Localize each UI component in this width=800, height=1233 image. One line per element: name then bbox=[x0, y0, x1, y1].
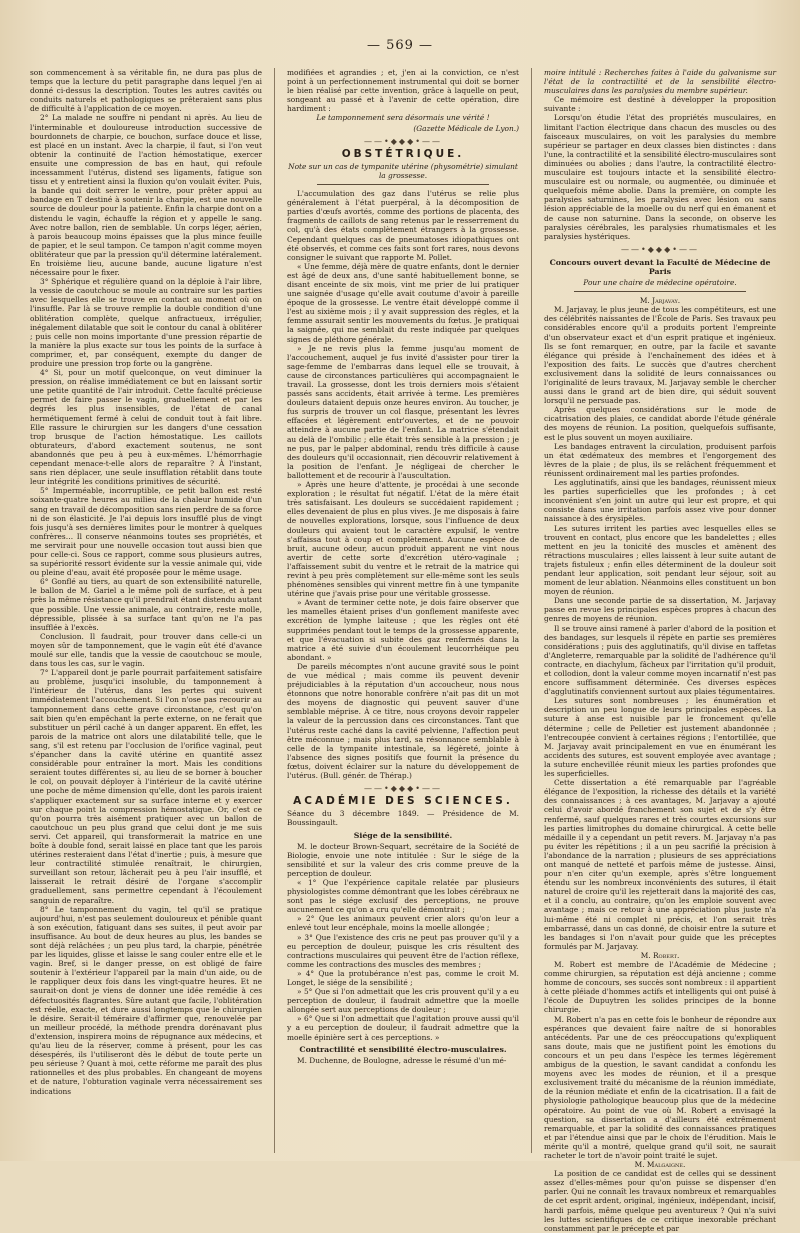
concours-paragraph: Dans une seconde partie de sa dissertation, M. Jarjavay passe en revue les principales espèces propres à chacun des genres de moyens de réunion. bbox=[544, 596, 776, 624]
obstetrique-paragraph: L'accumulation des gaz dans l'utérus se relie plus généralement à l'état puerpéral, à la décomposition de parties d'œufs avortés, comme des portions de placenta, des fragments de caillots de sang retenus par le resserrement du col, qu'à des états complètement étrangers à la grossesse. Cependant quelques cas de pneumatoses idiopathiques ont été observés, et comme ces faits sont fort rares, nous devons consigner le suivant que rapporte M. Pollet. bbox=[287, 189, 519, 262]
divider-rule bbox=[574, 291, 746, 292]
section-title-obstetrique: OBSTÉTRIQUE. bbox=[341, 147, 465, 160]
col1-paragraph: 2° La malade ne souffre ni pendant ni après. Au lieu de l'interminable et douloureuse introduction successive de bourdonnets de charpie, ce bouchon, surface douce et lisse, est placé en un instant. Avec la charpie, il faut, si l'on veut obtenir la continuité de l'action hémostatique, exercer ensuite une compression de bas en haut, qui refoule incessamment l'utérus, distend ses ligaments, fatigue son tissu et y entretient ainsi la fluxion qu'on voulait éviter. Puis, la bande qui doit serrer le ventre, pour prêter appui au bandage en T destiné à soutenir la charpie, est une nouvelle source de douleur pour la patiente. Enfin la charpie dont on a distendu le vagin, échauffe la région et y appelle le sang. Avec notre ballon, rien de semblable. Un corps léger, aérien, à parois beaucoup moins épaisses que la plus mince feuille de papier, et le seul tampon. Ce tampon n'agit comme moyen oblitérateur que par la pression qu'il détermine latéralement. En troisième lieu, aucune bande, aucune ligature n'est nécessaire pour le fixer. bbox=[30, 113, 262, 278]
divider-rule bbox=[317, 184, 489, 185]
col1-paragraph: 4° Si, pour un motif quelconque, on veut diminuer la pression, on réalise immédiatement ce but en laissant sortir une petite quantité de l'air introduit. Cette faculté précieuse permet de faire passer le vagin, graduellement et par les degrés les plus insensibles, de l'état de canal hermétiquement fermé à celui de conduit tout à fait libre. Elle rassure le chirurgien sur les dangers d'une cessation trop brusque de l'action hémostatique. Les caillots obturateurs, d'abord exactement soutenus, ne sont abandonnés que peu à peu à eux-mêmes. L'hémorrhagie cependant menace-t-elle alors de reparaître ? À l'instant, sans rien déplacer, une seule insufflation rétablit dans toute leur intégrité les conditions primitives de sécurité. bbox=[30, 368, 262, 487]
col1-paragraph: 6° Gonflé au tiers, au quart de son extensibilité naturelle, le ballon de M. Gariel a le même poli de surface, et à peu près la même résistance qu'il prendrait étant distendu autant que possible. Une vessie animale, au contraire, reste molle, dépressible, plissée à sa surface tant qu'on ne l'a pas insufflée à l'excès. bbox=[30, 577, 262, 632]
column-divider bbox=[274, 68, 275, 1153]
column-2 bbox=[287, 68, 519, 1153]
concours-paragraph: Les agglutinatifs, ainsi que les bandages, réunissent mieux les parties superficielles que les profondes ; à cet inconvénient s'en joint un autre qui leur est propre, et qui consiste dans une irritation parfois assez vive pour donner naissance à des érysipèles. bbox=[544, 478, 776, 524]
ornament-separator: ——•◆◆◆•—— bbox=[364, 136, 442, 146]
section-subtitle: Note sur un cas de tympanite utérine (physométrie) simulant la grossesse. bbox=[288, 161, 518, 180]
concours-paragraph: M. Robert est membre de l'Académie de Médecine ; comme chirurgien, sa réputation est déjà ancienne ; comme homme de concours, ses succès sont nombreux : il appartient à cette pléiade d'hommes actifs et intelligents qui ont puisé à l'école de Dupuytren les solides principes de la bonne chirurgie. bbox=[544, 960, 776, 1015]
academie-paragraph: M. Duchenne, de Boulogne, adresse le résumé d'un mé- bbox=[297, 1055, 507, 1065]
col1-paragraph: 8° Le tamponnement du vagin, tel qu'il se pratique aujourd'hui, n'est pas seulement douloureux et pénible quant à son exécution, fatiguant dans ses suites, il peut avoir par insuffisance. Au bout de deux heures au plus, les bandes se sont déjà relâchées ; un peu plus tard, la charpie, pénétrée par les liquides, glisse et laisse le sang couler entre elle et le vagin. Bref, si le danger presse, on est obligé de faire soutenir à l'extérieur l'appareil par la main d'un aide, ou de le rappliquer deux fois dans les vingt-quatre heures. Et ne saurait-on dont je viens de donner une idée remédie à ces défectuosités flagrantes. Sûre autant que facile, l'oblitération est réelle, exacte, et dure aussi longtemps que le chirurgien le désire. Serait-il téméraire d'affirmer que, renouvelée par un meilleur procédé, la méthode prendra dorénavant plus d'extension, inspirera moins de répugnance aux médecins, et qu'au lieu de la réserver, comme à présent, pour les cas désespérés, ils l'utiliseront dès le début de toute perte un peu sérieuse ? Quant à moi, cette réforme me paraît des plus rationnelles et des plus probables. En changeant de moyens et de nature, l'obturation vaginale verra nécessairement ses indications bbox=[30, 904, 262, 1096]
concours-paragraph: La position de ce candidat est de celles qui se dessinent assez d'elles-mêmes pour qu'on puisse se dispenser d'en parler. Qui ne connaît les travaux nombreux et remarquables de cet esprit ardent, original, ingénieux, indépendant, incisif, hardi parfois, même quelque peu aventureux ? Qui n'a suivi les luttes scientifiques de ce critique inexorable préchant constamment par le précepte et par bbox=[544, 1169, 776, 1233]
ornament-separator: ——•◆◆◆•—— bbox=[364, 784, 442, 794]
col1-paragraph: Conclusion. Il faudrait, pour trouver dans celle-ci un moyen sûr de tamponnement, que le vagin eût été d'avance moulé sur elle, tandis que la vessie de caoutchouc se moule, dans tous les cas, sur le vagin. bbox=[30, 631, 262, 669]
concours-paragraph: Après quelques considérations sur le mode de cicatrisation des plaies, ce candidat aborde l'étude générale des moyens de réunion. La position, quelquefois suffisante, est le plus souvent un moyen auxiliaire. bbox=[544, 405, 776, 442]
academie-paragraph: « 1° Que l'expérience capitale relatée par plusieurs physiologistes comme démontrant que les lobes cérébraux ne sont pas le siége exclusif des perceptions, ne prouve aucunement ce qu'on a cru qu'elle démontrait ; bbox=[287, 877, 519, 915]
subsection-title: Contractilité et sensibilité électro-musculaires. bbox=[299, 1044, 507, 1054]
candidate-heading: M. Jarjavay. bbox=[639, 296, 681, 306]
ornament-separator: ——•◆◆◆•—— bbox=[621, 244, 699, 254]
col1-paragraph: 3° Sphérique et régulière quand on la déploie à l'air libre, la vessie de caoutchouc se moule au contraire sur les parties avec lesquelles elle se trouve en contact au moment où on l'insuffle. Par là se trouve remplie la double condition d'une oblitération complète, quelque anfractueux, irrégulier, inégalement dilatable que soit le contour du canal à oblitérer ; puis celle non moins importante d'une pression répartie de la manière la plus exacte sur tous les points de la surface à comprimer, et, par conséquent, exempte du danger de produire une pression trop forte ou la gangrène. bbox=[30, 277, 262, 368]
subsection-title: Siége de la sensibilité. bbox=[353, 830, 453, 840]
column-1 bbox=[30, 68, 262, 1153]
section-subtitle: Pour une chaire de médecine opératoire. bbox=[583, 278, 737, 288]
candidate-heading: M. Malgaigne. bbox=[634, 1160, 686, 1170]
col2-quote: Le tamponnement sera désormais une vérité ! bbox=[316, 113, 490, 123]
academie-paragraph: » 3° Que l'existence des cris ne peut pas prouver qu'il y a eu perception de douleur, puisque les cris résultent des contractions musculaires qui peuvent être de l'action réflexe, comme les contractions des muscles des membres ; bbox=[287, 932, 519, 969]
concours-paragraph: Il se trouve ainsi ramené à parler d'abord de la position et des bandages, sur lesquels il répète en partie ses premières considérations ; puis des agglutinatifs, qu'il divise en taffetas d'Angleterre, remarquable par la solidité de l'adhérence qu'il contracte, en diachylum, fâcheux par l'irritation qu'il produit, et collodion, dont la valeur comme moyen incarnatif n'est pas encore suffisamment déterminée. Ces diverses espèces d'agglutinatifs conviennent surtout aux plaies tégumentaires. bbox=[544, 623, 776, 697]
concours-paragraph: Les sutures sont nombreuses ; les énumération et description un peu longue de leurs principales espèces. La suture à anse est nuisible par le froncement qu'elle détermine ; celle de Pelletier est justement abandonnée ; l'entrecoupée convient à certaines régions ; l'entortillée, que M. Jarjavay avait principalement en vue en énumérant les accidents des sutures, est souvent employée avec avantage ; la suture enchevillée réunit mieux les parties profondes que les superficielles. bbox=[544, 696, 776, 779]
obstetrique-paragraph: » Je ne revis plus la femme jusqu'au moment de l'accouchement, auquel je fus invité d'assister pour tirer la sage-femme de l'embarras dans lequel elle se trouvait, à cause de circonstances particulières qui accompagnaient le travail. La grossesse, dont les trois derniers mois s'étaient passés sans accidents, était arrivée à terme. Les premières douleurs dataient depuis onze heures environ. Au toucher, je fus surpris de trouver un col flasque, présentant les lèvres effacées et légèrement entr'ouvertes, et de ne pouvoir atteindre à aucune partie de l'enfant. La matrice s'étendait au delà de l'ombilic ; elle était très sensible à la pression ; je ne pus, par le palper abdominal, rendu très difficile à cause des douleurs qu'il occasionnait, rien découvrir relativement à la position de l'enfant. Je négligeai de chercher le ballottement et de recourir à l'auscultation. bbox=[287, 343, 519, 480]
col1-paragraph: son commencement à sa véritable fin, ne dura pas plus de temps que la lecture du petit paragraphe dans lequel j'en ai donné ci-dessus la description. Toutes les autres cavités ou conduits naturels et pathologiques se prêteraient sans plus de difficulté à l'application de ce moyen. bbox=[30, 68, 262, 114]
obstetrique-paragraph: » Avant de terminer cette note, je dois faire observer que les mamelles étaient prises d'un gonflement manifeste avec excrétion de lymphe laiteuse ; que les règles ont été supprimées pendant tout le temps de la grossesse apparente, et que l'évacuation si subite des gaz renfermés dans la matrice a été suivie d'un écoulement leucorrhéique peu abondant. » bbox=[287, 598, 519, 662]
concours-paragraph: Les sutures irritent les parties avec lesquelles elles se trouvent en contact, plus encore que les bandelettes ; elles mettent en jeu la tonicité des muscles et amènent des rétractions musculaires ; elles laissent à leur suite autant de trajets fistuleux ; enfin elles déterminent de la douleur soit pendant leur application, soit pendant leur séjour, soit au moment de leur ablation. Néanmoins elles constituent un bon moyen de réunion. bbox=[544, 523, 776, 597]
col1-paragraph: 5° Imperméable, incorruptible, ce petit ballon est resté soixante-quatre heures au milieu de la chaleur humide d'un sang en travail de décomposition sans rien perdre de sa force ni de son élasticité. Je l'ai depuis lors insufflé plus de vingt fois jusqu'à ses dernières limites pour le montrer à quelques confrères… Il conserve néanmoins toutes ses propriétés, et me servirait pour une nouvelle occasion tout aussi bien que pour celle-ci. Sous ce rapport, comme sous plusieurs autres, sa supériorité ressort évidente sur la vessie animale qui, vide ou pleine d'eau, avait été proposée pour le même usage. bbox=[30, 486, 262, 578]
academie-paragraph: M. le docteur Brown-Sequart, secrétaire de la Société de Biologie, envoie une note intitulée : Sur le siége de la sensibilité et sur la valeur des cris comme preuve de la perception de douleur. bbox=[287, 841, 519, 878]
section-title-concours: Concours ouvert devant la Faculté de Médecine de Paris bbox=[549, 257, 771, 276]
section-title-academie: ACADÉMIE DES SCIENCES. bbox=[293, 795, 513, 808]
concours-paragraph: Cette dissertation a été remarquable par l'agréable élégance de l'exposition, la richesse des détails et la variété des connaissances ; à ces avantages, M. Jarjavay a ajouté celui d'avoir abordé franchement son sujet et de s'y être renfermé, sauf quelques rares et très courtes excursions sur les parties limitrophes du domaine chirurgical. À cette belle médaille il y a cependant un petit revers. M. Jarjavay n'a pas pu éviter les répétitions ; il a un peu sacrifié la précision à l'abondance de la narration ; plusieurs de ses appréciations ont manqué de netteté et parfois même de justesse. Ainsi, pour n'en citer qu'un exemple, après s'être longuement étendu sur les nombreux inconvénients des sutures, il était naturel de croire qu'il les rejetterait dans la majorité des cas, et il a conclu, au contraire, qu'on les emploie souvent avec avantage ; mais ce retour à une appréciation plus juste n'a lui-même été ni complet ni précis, et l'on serait très embarrassé, dans un cas donné, de choisir entre la suture et les bandages si l'on n'avait pour guide que les préceptes formulés par M. Jarjavay. bbox=[544, 778, 776, 951]
col3-paragraph: Lorsqu'on étudie l'état des propriétés musculaires, en limitant l'action électrique dans chacun des muscles ou des faisceaux musculaires, on voit les paralysies du membre supérieur se partager en deux classes bien distinctes : dans l'une, la contractilité et la sensibilité électro-musculaires sont diminuées ou abolies ; dans l'autre, la contractilité électro-musculaire est toujours intacte et la sensibilité électro-musculaire est ou normale, ou augmentée, ou diminuée et quelquefois même abolie. Dans la première, on compte les paralysies saturnines, les paralysies avec lésion ou sans lésion appréciable de la moelle ou du nerf qui en émanent et de cause non saturnine. Dans la seconde, on observe les paralysies cérébrales, les paralysies rhumatismales et les paralysies hystériques. bbox=[544, 113, 776, 241]
page-number: — 569 — bbox=[366, 38, 434, 53]
col3-paragraph: moire intitulé : Recherches faites à l'aide du galvanisme sur l'état de la contractilité et de la sensibilité électro-musculaires dans les paralysies du membre supérieur. bbox=[544, 68, 776, 96]
candidate-heading: M. Robert. bbox=[640, 950, 680, 960]
columns bbox=[30, 68, 776, 1233]
col3-paragraph: Ce mémoire est destiné à développer la proposition suivante : bbox=[544, 95, 776, 114]
column-divider bbox=[531, 68, 532, 1153]
session-line: Séance du 3 décembre 1849. — Présidence de M. Boussingault. bbox=[287, 809, 519, 828]
concours-paragraph: M. Jarjavay, le plus jeune de tous les compétiteurs, est une des célébrités naissantes de l'École de Paris. Ses travaux peu considérables encore qu'il a produits portent l'empreinte d'un observateur exact et d'un esprit pratique et ingénieux. Ils se font remarquer, en outre, par la facile et savante élégance qui préside à l'enchaînement des idées et à l'exposition des faits. Le succès que d'autres cherchent exclusivement dans la solidité de leurs connaissances ou l'originalité de leurs travaux, M. Jarjavay semble le chercher aussi dans le grand art de bien dire, qui séduit souvent lorsqu'il ne persuade pas. bbox=[544, 305, 776, 406]
obstetrique-paragraph: « Une femme, déjà mère de quatre enfants, dont le dernier est âgé de deux ans, d'une santé habituellement bonne, se disant enceinte de six mois, vint me prier de lui pratiquer une saignée d'usage qu'elle avait coutume d'avoir à pareille époque de la grossesse. Le ventre était développé comme il l'est au sixième mois ; il y avait suppression des règles, et la femme assurait sentir les mouvements du fœtus. Je pratiquai la saignée, qui me semblait du reste indiquée par quelques signes de pléthore générale. bbox=[287, 261, 519, 344]
academie-paragraph: » 5° Que si l'on admettait que les cris prouvent qu'il y a eu perception de douleur, il faudrait admettre que la moelle allongée sert aux perceptions de douleur ; bbox=[287, 987, 519, 1015]
obstetrique-paragraph: » Après une heure d'attente, je procédai à une seconde exploration ; le résultat fut négatif. L'état de la mère était très satisfaisant. Les douleurs se succédaient rapidement ; elles devenaient de plus en plus vives. Je me disposais à faire de nouvelles explorations, lorsque, sous l'influence de deux douleurs qui avaient tout le caractère expulsif, le ventre s'affaissa tout à coup et complètement. Aucune espèce de bruit, aucune odeur, aucun produit apparent ne vint nous avertir de cette sorte d'excrétion utéro-vaginale ; l'affaissement subit du ventre et le retrait de la matrice qui revint à peu près complètement sur elle-même sont les seuls phénomènes sensibles qui vinrent mettre fin à une tympanite utérine que j'avais prise pour une véritable grossesse. bbox=[287, 480, 519, 599]
academie-paragraph: » 6° Que si l'on admettait que l'agitation prouve aussi qu'il y a eu perception de douleur, il faudrait admettre que la moelle épinière sert à ces perceptions. » bbox=[287, 1014, 519, 1042]
academie-paragraph: » 4° Que la protubérance n'est pas, comme le croit M. Longet, le siége de la sensibilité ; bbox=[287, 968, 519, 987]
col2-paragraph: modifiées et agrandies ; et, j'en ai la conviction, ce n'est point à un perfectionnement instrumental qui doit se borner le bien réalisé par cette invention, grâce à laquelle on peut, songeant au passé et à l'avenir de cette opération, dire hardiment : bbox=[287, 68, 519, 114]
obstetrique-paragraph: De pareils mécomptes n'ont aucune gravité sous le point de vue médical ; mais comme ils peuvent devenir préjudiciables à la réputation d'un accoucheur, nous nous étonnons que notre honorable confrère n'ait pas dit un mot des moyens de diagnostic qui peuvent sauver d'une semblable méprise. À ce titre, nous croyons devoir rappeler la valeur de la percussion dans ces circonstances. Tant que l'utérus reste caché dans la cavité pelvienne, l'affection peut être méconnue ; mais plus tard, sa résonnance semblable à celle de la tympanite intestinale, sa légèreté, jointe à l'absence des signes positifs que fournit la présence du fœtus, doivent éclairer sur la nature du développement de l'utérus. (Bull. génér. de Thérap.) bbox=[287, 661, 519, 781]
concours-paragraph: Les bandages entravent la circulation, produisent parfois un état œdémateux des membres et l'engorgement des lèvres de la plaie ; de plus, ils se relâchent fréquemment et réunissent ordinairement mal les parties profondes. bbox=[544, 441, 776, 478]
concours-paragraph: M. Robert n'a pas en cette fois le bonheur de répondre aux espérances que devaient faire naître de si honorables antécédents. Par une de ces préoccupations qu'expliquent sans doute, mais que ne justifient point les émotions du concours et un peu dans l'espèce les termes légèrement ambigus de la question, le savant candidat a confondu les moyens avec les modes de réunion, et il a presque exclusivement traité du mécanisme de la réunion immédiate, de la réunion médiate et enfin de la cicatrisation. Il a fait de physiologie pathologique beaucoup plus que de la médecine opératoire. Au point de vue où M. Robert a envisagé la question, sa dissertation a d'ailleurs été extrêmement remarquable, et par la solidité des connaissances pratiques et par l'étendue ainsi que par le choix de l'érudition. Mais le mérite qu'il a montré, quelque grand qu'il soit, ne saurait racheter le tort de n'avoir point traité le sujet. bbox=[544, 1014, 776, 1160]
academie-paragraph: » 2° Que les animaux peuvent crier alors qu'on leur a enlevé tout leur encéphale, moins la moelle allongée ; bbox=[287, 914, 519, 933]
col1-paragraph: 7° L'appareil dont je parle pourrait parfaitement satisfaire au problème, jusqu'ici insoluble, du tamponnement à l'intérieur de l'utérus, dans les pertes qui suivent immédiatement l'accouchement. Si l'on n'ose pas recourir au tamponnement dans cette grave circonstance, c'est qu'on sait bien qu'en empêchant la perte externe, on ne ferait que substituer un péril caché à un danger apparent. En effet, les parois de la matrice ont alors une dilatabilité telle, que le sang, s'il est retenu par l'occlusion de l'orifice vaginal, peut s'épancher dans la cavité utérine en quantité assez considérable pour entraîner la mort. Mais les conditions seraient toutes différentes si, au lieu de se borner à boucher le col, on pouvait déployer à l'intérieur de la cavité utérine une poche de même dimension qu'elle, dont les parois iraient s'appliquer exactement sur sa surface interne et y exercer sur chaque point la compression hémostatique. Or, c'est ce qu'on pourra très aisément pratiquer avec un ballon de caoutchouc un peu plus grand que celui dont je me suis servi. Cet appareil, qui transformerait la matrice en une boîte à double fond, serait laissé en place tant que les parois utérines resteraient dans l'état d'inertie ; puis, à mesure que leur contractilité stimulée renaîtrait, le chirurgien, surveillant son retour, lâcherait peu à peu l'air insufflé, et laisserait le retrait désiré de l'organe s'accomplir graduellement, sans permettre cependant à l'écoulement sanguin de reparaître. bbox=[30, 668, 262, 905]
source-citation: (Gazette Médicale de Lyon.) bbox=[413, 123, 519, 133]
column-3 bbox=[544, 68, 776, 1233]
